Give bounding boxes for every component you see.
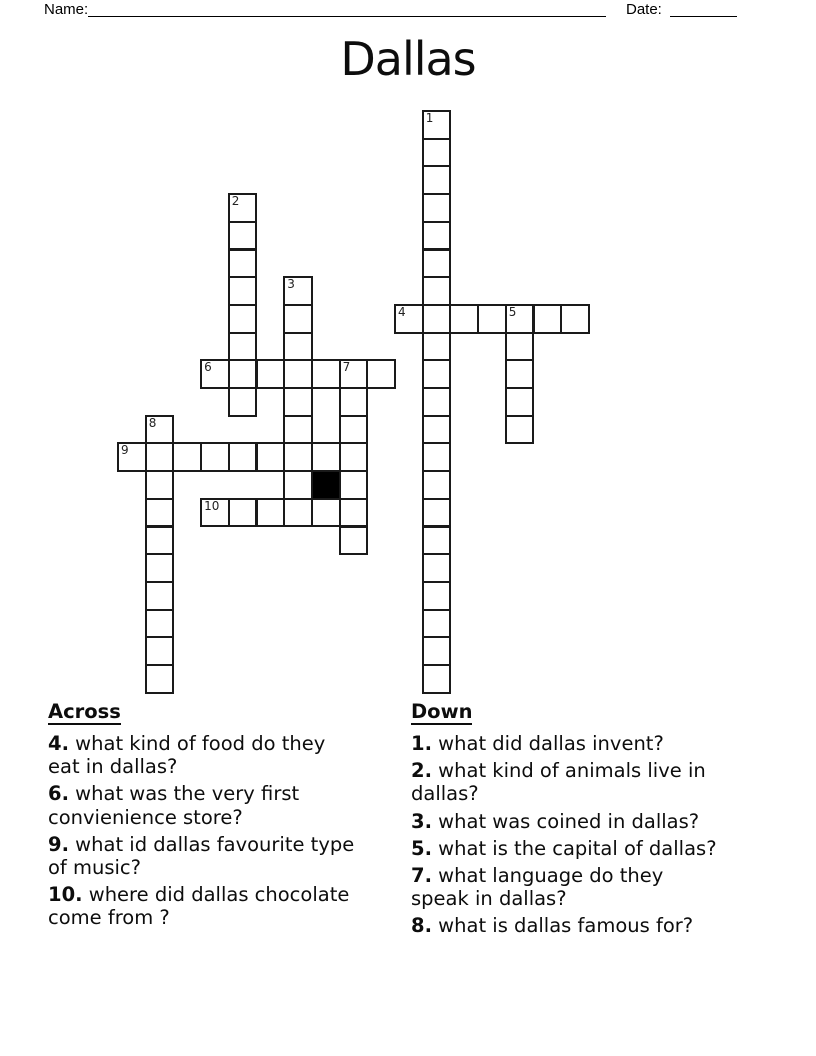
clue-number: 9.: [48, 832, 69, 856]
grid-cell-4-3[interactable]: [228, 193, 258, 223]
grid-cell-11-8[interactable]: [422, 332, 452, 362]
cell-number-10: 10: [204, 498, 220, 513]
grid-cell-11-12[interactable]: [422, 442, 452, 472]
grid-cell-5-14[interactable]: [256, 498, 286, 528]
grid-cell-6-14[interactable]: [283, 498, 313, 528]
clue-number: 10.: [48, 883, 83, 907]
grid-cell-1-17[interactable]: [145, 581, 175, 611]
grid-cell-13-7[interactable]: [477, 304, 507, 334]
cell-number-8: 8: [148, 415, 157, 430]
clue-across-10: [48, 883, 408, 929]
cell-number-9: 9: [121, 443, 129, 458]
grid-cell-11-1[interactable]: [422, 138, 452, 168]
cell-number-4: 4: [398, 304, 406, 319]
clue-down-5: [411, 837, 811, 860]
grid-cell-6-11[interactable]: [283, 415, 313, 445]
grid-cell-15-7[interactable]: [533, 304, 563, 334]
grid-cell-1-11[interactable]: [145, 415, 175, 445]
grid-cell-8-14[interactable]: [339, 498, 369, 528]
cell-number-6: 6: [204, 360, 212, 375]
clue-number: 8.: [411, 914, 432, 938]
clue-down-7: [411, 864, 811, 910]
clue-down-3: [411, 810, 811, 833]
grid-cell-11-14[interactable]: [422, 498, 452, 528]
clue-number: 3.: [411, 809, 432, 833]
cell-number-7: 7: [342, 360, 351, 375]
cell-number-5: 5: [508, 304, 517, 319]
grid-cell-9-9[interactable]: [366, 359, 396, 389]
grid-cell-4-4[interactable]: [228, 221, 258, 251]
grid-cell-14-7[interactable]: [505, 304, 535, 334]
grid-cell-1-16[interactable]: [145, 553, 175, 583]
grid-cell-11-5[interactable]: [422, 249, 452, 279]
grid-cell-4-9[interactable]: [228, 359, 258, 389]
clue-line: of music?: [48, 856, 141, 880]
clue-line: 6. what was the very first: [48, 782, 300, 806]
name-input-line[interactable]: [88, 0, 606, 17]
clue-across-9: [48, 833, 408, 879]
grid-cell-4-8[interactable]: [228, 332, 258, 362]
across-clues-section: [48, 700, 408, 934]
grid-cell-1-19[interactable]: [145, 636, 175, 666]
grid-cell-16-7[interactable]: [560, 304, 590, 334]
down-clues-section: [411, 700, 811, 942]
grid-cell-6-12[interactable]: [283, 442, 313, 472]
grid-cell-4-5[interactable]: [228, 249, 258, 279]
grid-cell-1-13[interactable]: [145, 470, 175, 500]
black-cell: [311, 470, 341, 500]
grid-cell-10-7[interactable]: [394, 304, 424, 334]
grid-cell-6-9[interactable]: [283, 359, 313, 389]
clue-down-2: [411, 759, 811, 805]
grid-cell-14-10[interactable]: [505, 387, 535, 417]
clue-line: 8. what is dallas famous for?: [411, 914, 694, 938]
clue-line: convienience store?: [48, 805, 243, 829]
grid-cell-1-14[interactable]: [145, 498, 175, 528]
grid-cell-1-12[interactable]: [145, 442, 175, 472]
across-clues-list: [48, 732, 408, 930]
clue-line: 2. what kind of animals live in: [411, 759, 706, 783]
grid-cell-3-14[interactable]: [200, 498, 230, 528]
grid-cell-14-9[interactable]: [505, 359, 535, 389]
grid-cell-6-6[interactable]: [283, 276, 313, 306]
grid-cell-11-0[interactable]: [422, 110, 452, 140]
clue-number: 5.: [411, 836, 432, 860]
clue-line: 7. what language do they: [411, 864, 664, 888]
grid-cell-5-12[interactable]: [256, 442, 286, 472]
grid-cell-11-11[interactable]: [422, 415, 452, 445]
grid-cell-6-13[interactable]: [283, 470, 313, 500]
grid-cell-1-20[interactable]: [145, 664, 175, 694]
grid-cell-11-2[interactable]: [422, 165, 452, 195]
clue-line: 3. what was coined in dallas?: [411, 809, 700, 833]
grid-cell-3-9[interactable]: [200, 359, 230, 389]
grid-cell-14-11[interactable]: [505, 415, 535, 445]
clue-line: 1. what did dallas invent?: [411, 732, 664, 755]
grid-cell-11-9[interactable]: [422, 359, 452, 389]
grid-cell-11-17[interactable]: [422, 581, 452, 611]
grid-cell-6-7[interactable]: [283, 304, 313, 334]
name-label: Name:: [44, 1, 89, 18]
grid-cell-12-7[interactable]: [449, 304, 479, 334]
grid-cell-6-8[interactable]: [283, 332, 313, 362]
clue-line: 10. where did dallas chocolate: [48, 883, 350, 907]
date-input-line[interactable]: [670, 0, 737, 17]
grid-cell-11-20[interactable]: [422, 664, 452, 694]
grid-cell-7-9[interactable]: [311, 359, 341, 389]
grid-cell-11-7[interactable]: [422, 304, 452, 334]
grid-cell-8-13[interactable]: [339, 470, 369, 500]
clue-line: speak in dallas?: [411, 887, 567, 911]
clue-line: eat in dallas?: [48, 755, 178, 779]
grid-cell-8-12[interactable]: [339, 442, 369, 472]
clue-line: dallas?: [411, 782, 479, 806]
date-label: Date:: [626, 1, 662, 18]
grid-cell-4-7[interactable]: [228, 304, 258, 334]
grid-cell-11-6[interactable]: [422, 276, 452, 306]
grid-cell-11-4[interactable]: [422, 221, 452, 251]
clue-line: 4. what kind of food do they: [48, 732, 326, 755]
down-heading: Down: [411, 700, 473, 723]
grid-cell-8-9[interactable]: [339, 359, 369, 389]
grid-cell-4-14[interactable]: [228, 498, 258, 528]
grid-cell-5-9[interactable]: [256, 359, 286, 389]
cell-number-1: 1: [425, 111, 434, 125]
grid-cell-11-18[interactable]: [422, 609, 452, 639]
grid-cell-8-10[interactable]: [339, 387, 369, 417]
grid-cell-7-12[interactable]: [311, 442, 341, 472]
clue-number: 2.: [411, 759, 432, 783]
across-heading: Across: [48, 700, 121, 723]
clue-down-1: [411, 732, 811, 755]
grid-cell-11-13[interactable]: [422, 470, 452, 500]
clue-line: 9. what id dallas favourite type: [48, 832, 355, 856]
grid-cell-11-3[interactable]: [422, 193, 452, 223]
grid-cell-14-8[interactable]: [505, 332, 535, 362]
puzzle-title: Dallas: [340, 32, 476, 86]
clue-line: come from ?: [48, 906, 170, 930]
grid-cell-4-10[interactable]: [228, 387, 258, 417]
down-clues-list: [411, 732, 811, 938]
clue-across-4: [48, 732, 408, 778]
clue-number: 1.: [411, 732, 432, 755]
grid-cell-6-10[interactable]: [283, 387, 313, 417]
grid-cell-11-10[interactable]: [422, 387, 452, 417]
grid-cell-2-12[interactable]: [172, 442, 202, 472]
cell-number-2: 2: [231, 194, 240, 209]
cell-number-3: 3: [287, 277, 295, 292]
grid-cell-1-18[interactable]: [145, 609, 175, 639]
clue-number: 4.: [48, 732, 69, 755]
clue-number: 7.: [411, 864, 432, 888]
grid-cell-11-16[interactable]: [422, 553, 452, 583]
grid-cell-7-14[interactable]: [311, 498, 341, 528]
clue-down-8: [411, 914, 811, 937]
clue-line: 5. what is the capital of dallas?: [411, 836, 717, 860]
clue-number: 6.: [48, 782, 69, 806]
grid-cell-0-12[interactable]: [117, 442, 147, 472]
grid-cell-4-12[interactable]: [228, 442, 258, 472]
grid-cell-4-6[interactable]: [228, 276, 258, 306]
grid-cell-11-19[interactable]: [422, 636, 452, 666]
clue-across-6: [48, 782, 408, 828]
grid-cell-11-15[interactable]: [422, 526, 452, 556]
grid-cell-8-15[interactable]: [339, 526, 369, 556]
grid-cell-1-15[interactable]: [145, 526, 175, 556]
grid-cell-3-12[interactable]: [200, 442, 230, 472]
grid-cell-8-11[interactable]: [339, 415, 369, 445]
